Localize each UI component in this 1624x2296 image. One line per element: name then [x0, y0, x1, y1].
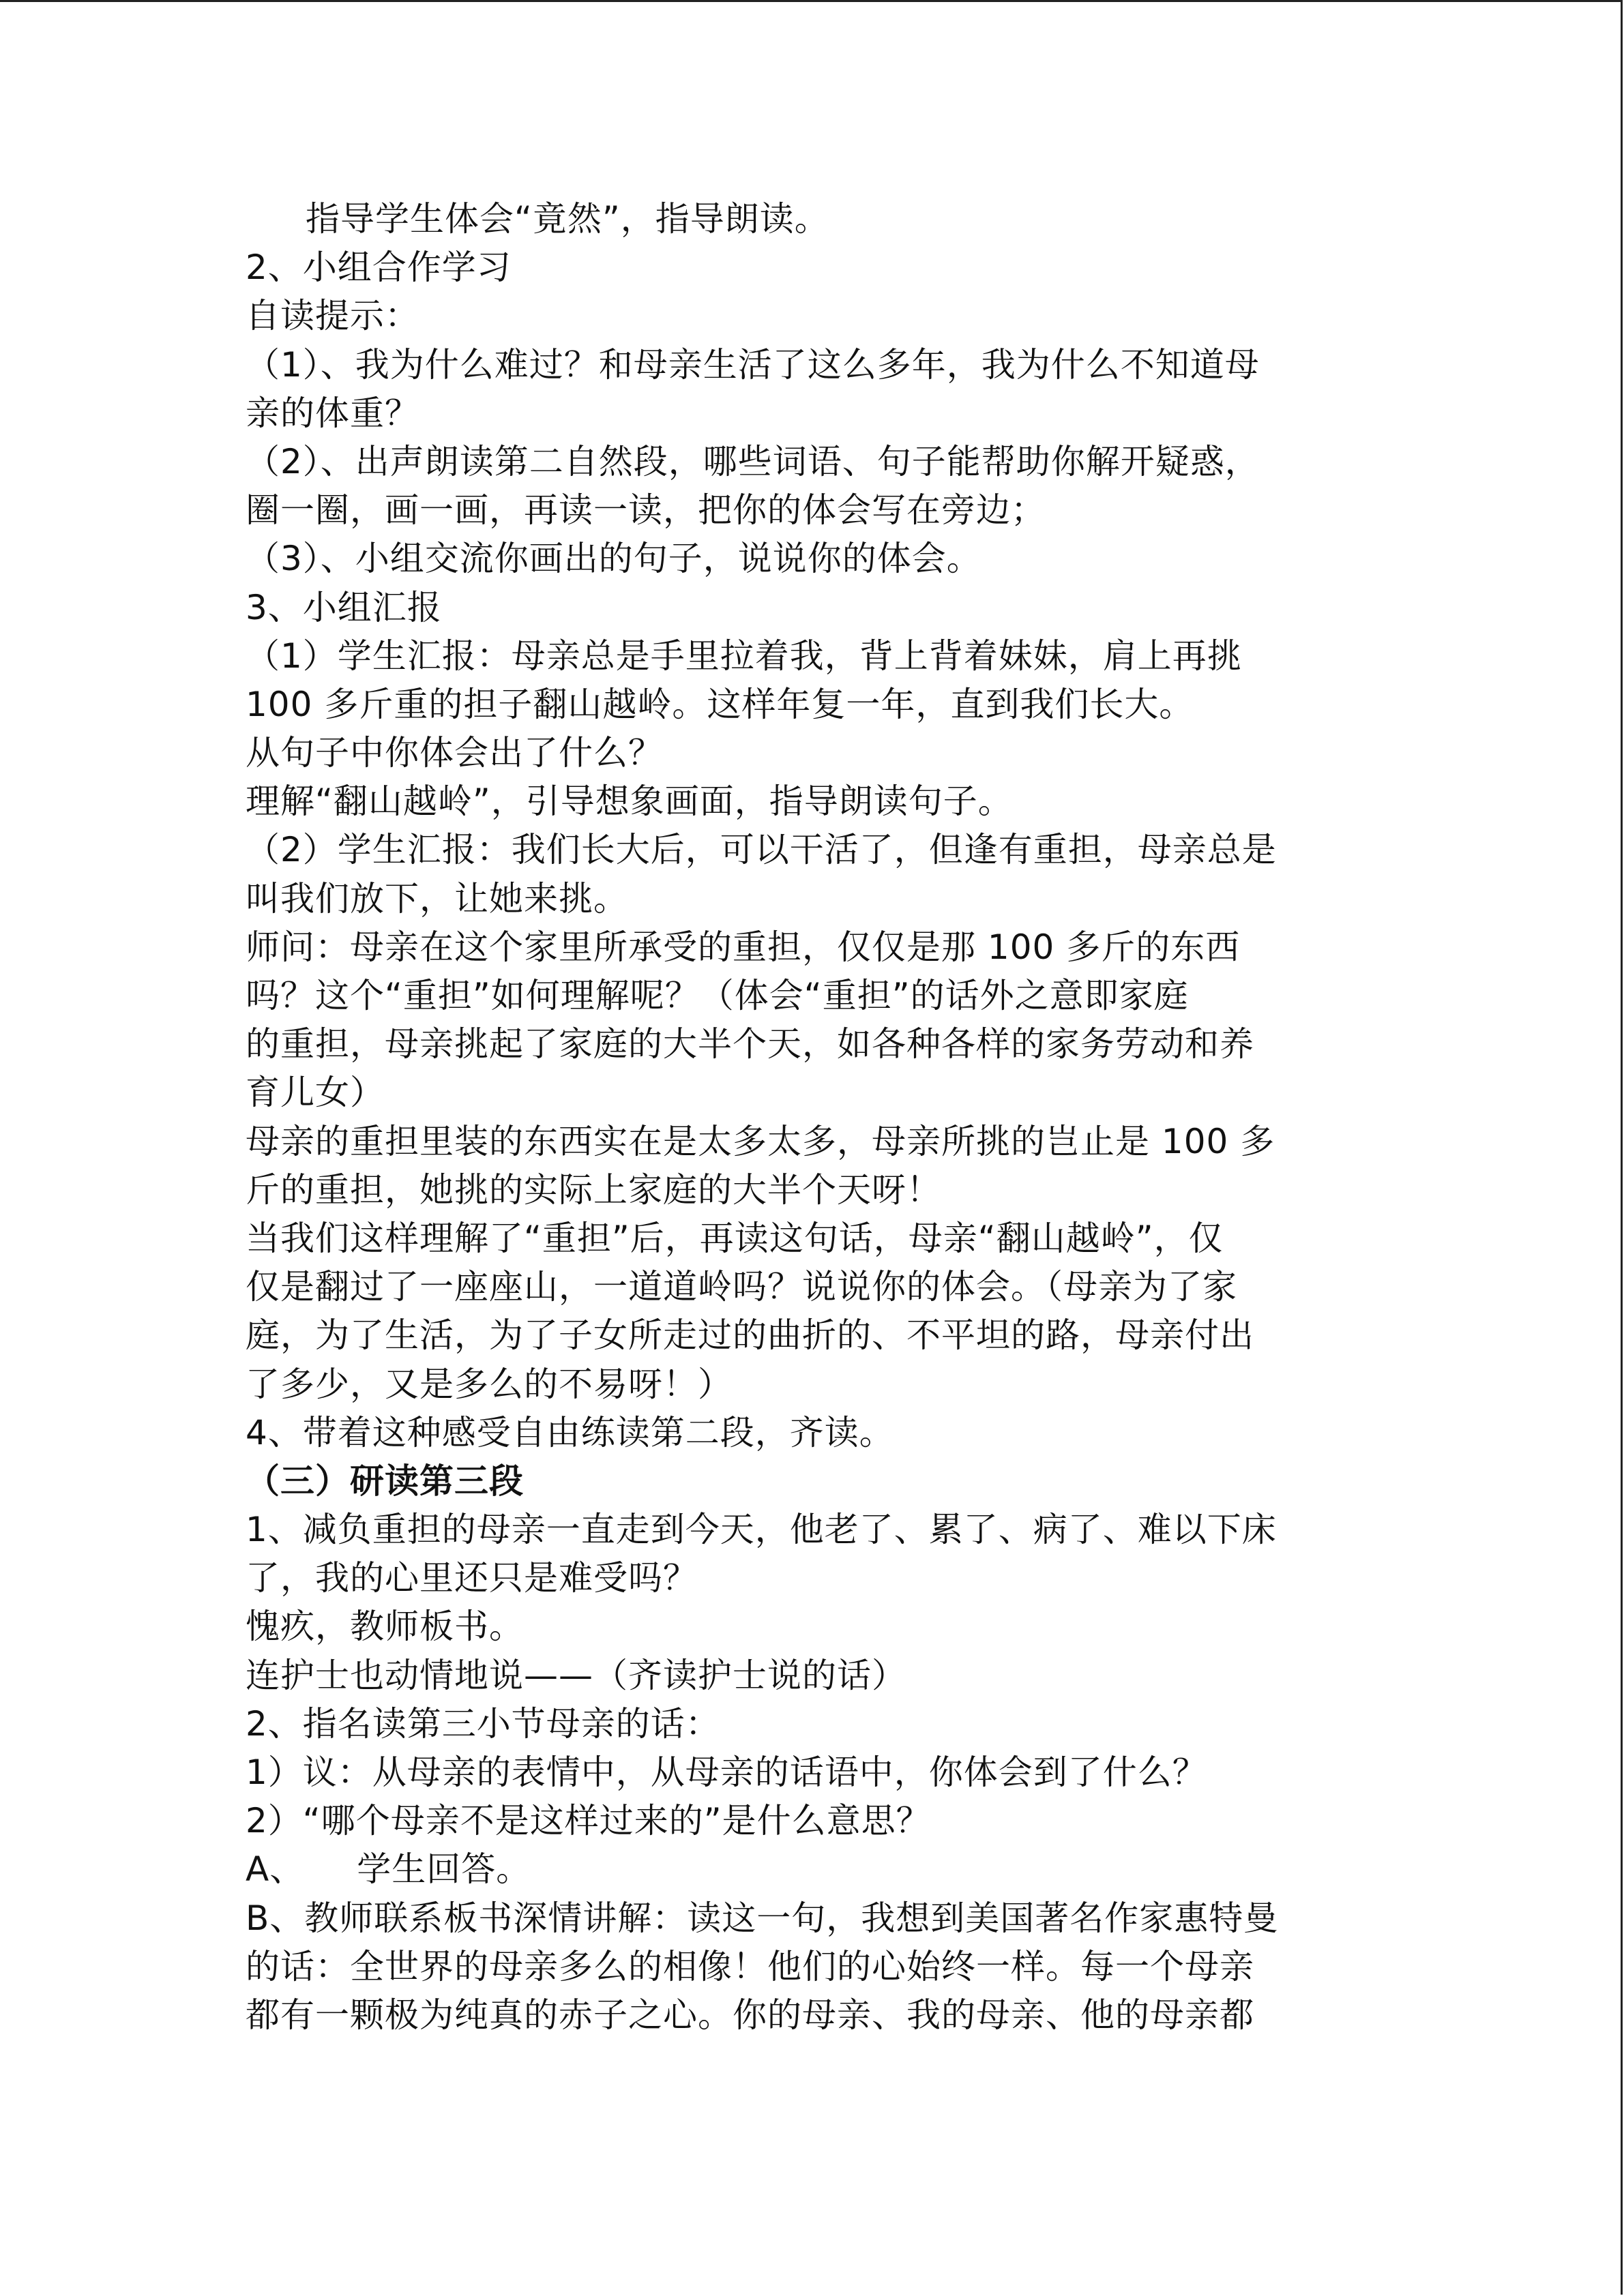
- text-line: 1）议：从母亲的表情中，从母亲的话语中，你体会到了什么？: [246, 1753, 1207, 1792]
- text-line: （2）学生汇报：我们长大后，可以干活了，但逢有重担，母亲总是: [246, 830, 1277, 870]
- text-line: 师问：母亲在这个家里所承受的重担，仅仅是那 100 多斤的东西: [246, 927, 1241, 967]
- document-body: [246, 195, 1398, 2040]
- text-line: 3、小组汇报: [246, 587, 442, 627]
- text-line: 自读提示：: [246, 296, 419, 336]
- text-line: 圈一圈，画一画，再读一读，把你的体会写在旁边；: [246, 490, 1046, 531]
- text-line: 当我们这样理解了“重担”后，再读这句话，母亲“翻山越岭”，仅: [246, 1218, 1224, 1258]
- text-line: 2、指名读第三小节母亲的话：: [246, 1703, 720, 1744]
- text-line: 母亲的重担里装的东西实在是太多太多，母亲所挑的岂止是 100 多: [246, 1121, 1275, 1161]
- text-line: 亲的体重？: [246, 393, 419, 433]
- section-heading: （三）研读第三段: [246, 1461, 524, 1501]
- text-line: 吗？这个“重担”如何理解呢？（体会“重担”的话外之意即家庭: [246, 976, 1189, 1015]
- text-line: （2）、出声朗读第二自然段，哪些词语、句子能帮助你解开疑惑，: [246, 441, 1260, 481]
- text-line: 从句子中你体会出了什么？: [246, 733, 663, 773]
- text-line: 庭，为了生活，为了子女所走过的曲折的、不平坦的路，母亲付出: [246, 1315, 1254, 1356]
- text-line: 2）“哪个母亲不是这样过来的”是什么意思？: [246, 1801, 931, 1841]
- text-line: 育儿女）: [246, 1073, 385, 1113]
- text-line: B、教师联系板书深情讲解：读这一句，我想到美国著名作家惠特曼: [246, 1898, 1279, 1938]
- text-line: 愧疚，教师板书。: [246, 1607, 524, 1647]
- text-line: （1）学生汇报：母亲总是手里拉着我，背上背着妹妹，肩上再挑: [246, 636, 1242, 676]
- text-line: 了，我的心里还只是难受吗？: [246, 1558, 698, 1598]
- text-line: 都有一颗极为纯真的赤子之心。你的母亲、我的母亲、他的母亲都: [246, 1995, 1254, 2035]
- text-line: （3）、小组交流你画出的句子，说说你的体会。: [246, 539, 981, 579]
- text-line: （1）、我为什么难过？和母亲生活了这么多年，我为什么不知道母: [246, 344, 1260, 385]
- text-line: 100 多斤重的担子翻山越岭。这样年复一年，直到我们长大。: [246, 684, 1194, 724]
- text-line: 指导学生体会“竟然”，指导朗读。: [306, 199, 829, 239]
- text-line: 理解“翻山越岭”，引导想象画面，指导朗读句子。: [246, 781, 1013, 822]
- text-line: 叫我们放下，让她来挑。: [246, 878, 628, 919]
- text-line: 仅是翻过了一座座山，一道道岭吗？说说你的体会。（母亲为了家: [246, 1267, 1237, 1307]
- text-line: 1、减负重担的母亲一直走到今天，他老了、累了、病了、难以下床: [246, 1510, 1277, 1550]
- text-line: 4、带着这种感受自由练读第二段，齐读。: [246, 1412, 894, 1452]
- text-line: 2、小组合作学习: [246, 248, 512, 288]
- text-line: 的话：全世界的母亲多么的相像！他们的心始终一样。每一个母亲: [246, 1946, 1254, 1986]
- text-line: A、 学生回答。: [246, 1849, 531, 1890]
- text-line: 的重担，母亲挑起了家庭的大半个天，如各种各样的家务劳动和养: [246, 1024, 1254, 1064]
- text-line: 斤的重担，她挑的实际上家庭的大半个天呀！: [246, 1169, 941, 1210]
- text-line: 连护士也动情地说——（齐读护士说的话）: [246, 1655, 906, 1695]
- text-line: 了多少，又是多么的不易呀！）: [246, 1364, 733, 1404]
